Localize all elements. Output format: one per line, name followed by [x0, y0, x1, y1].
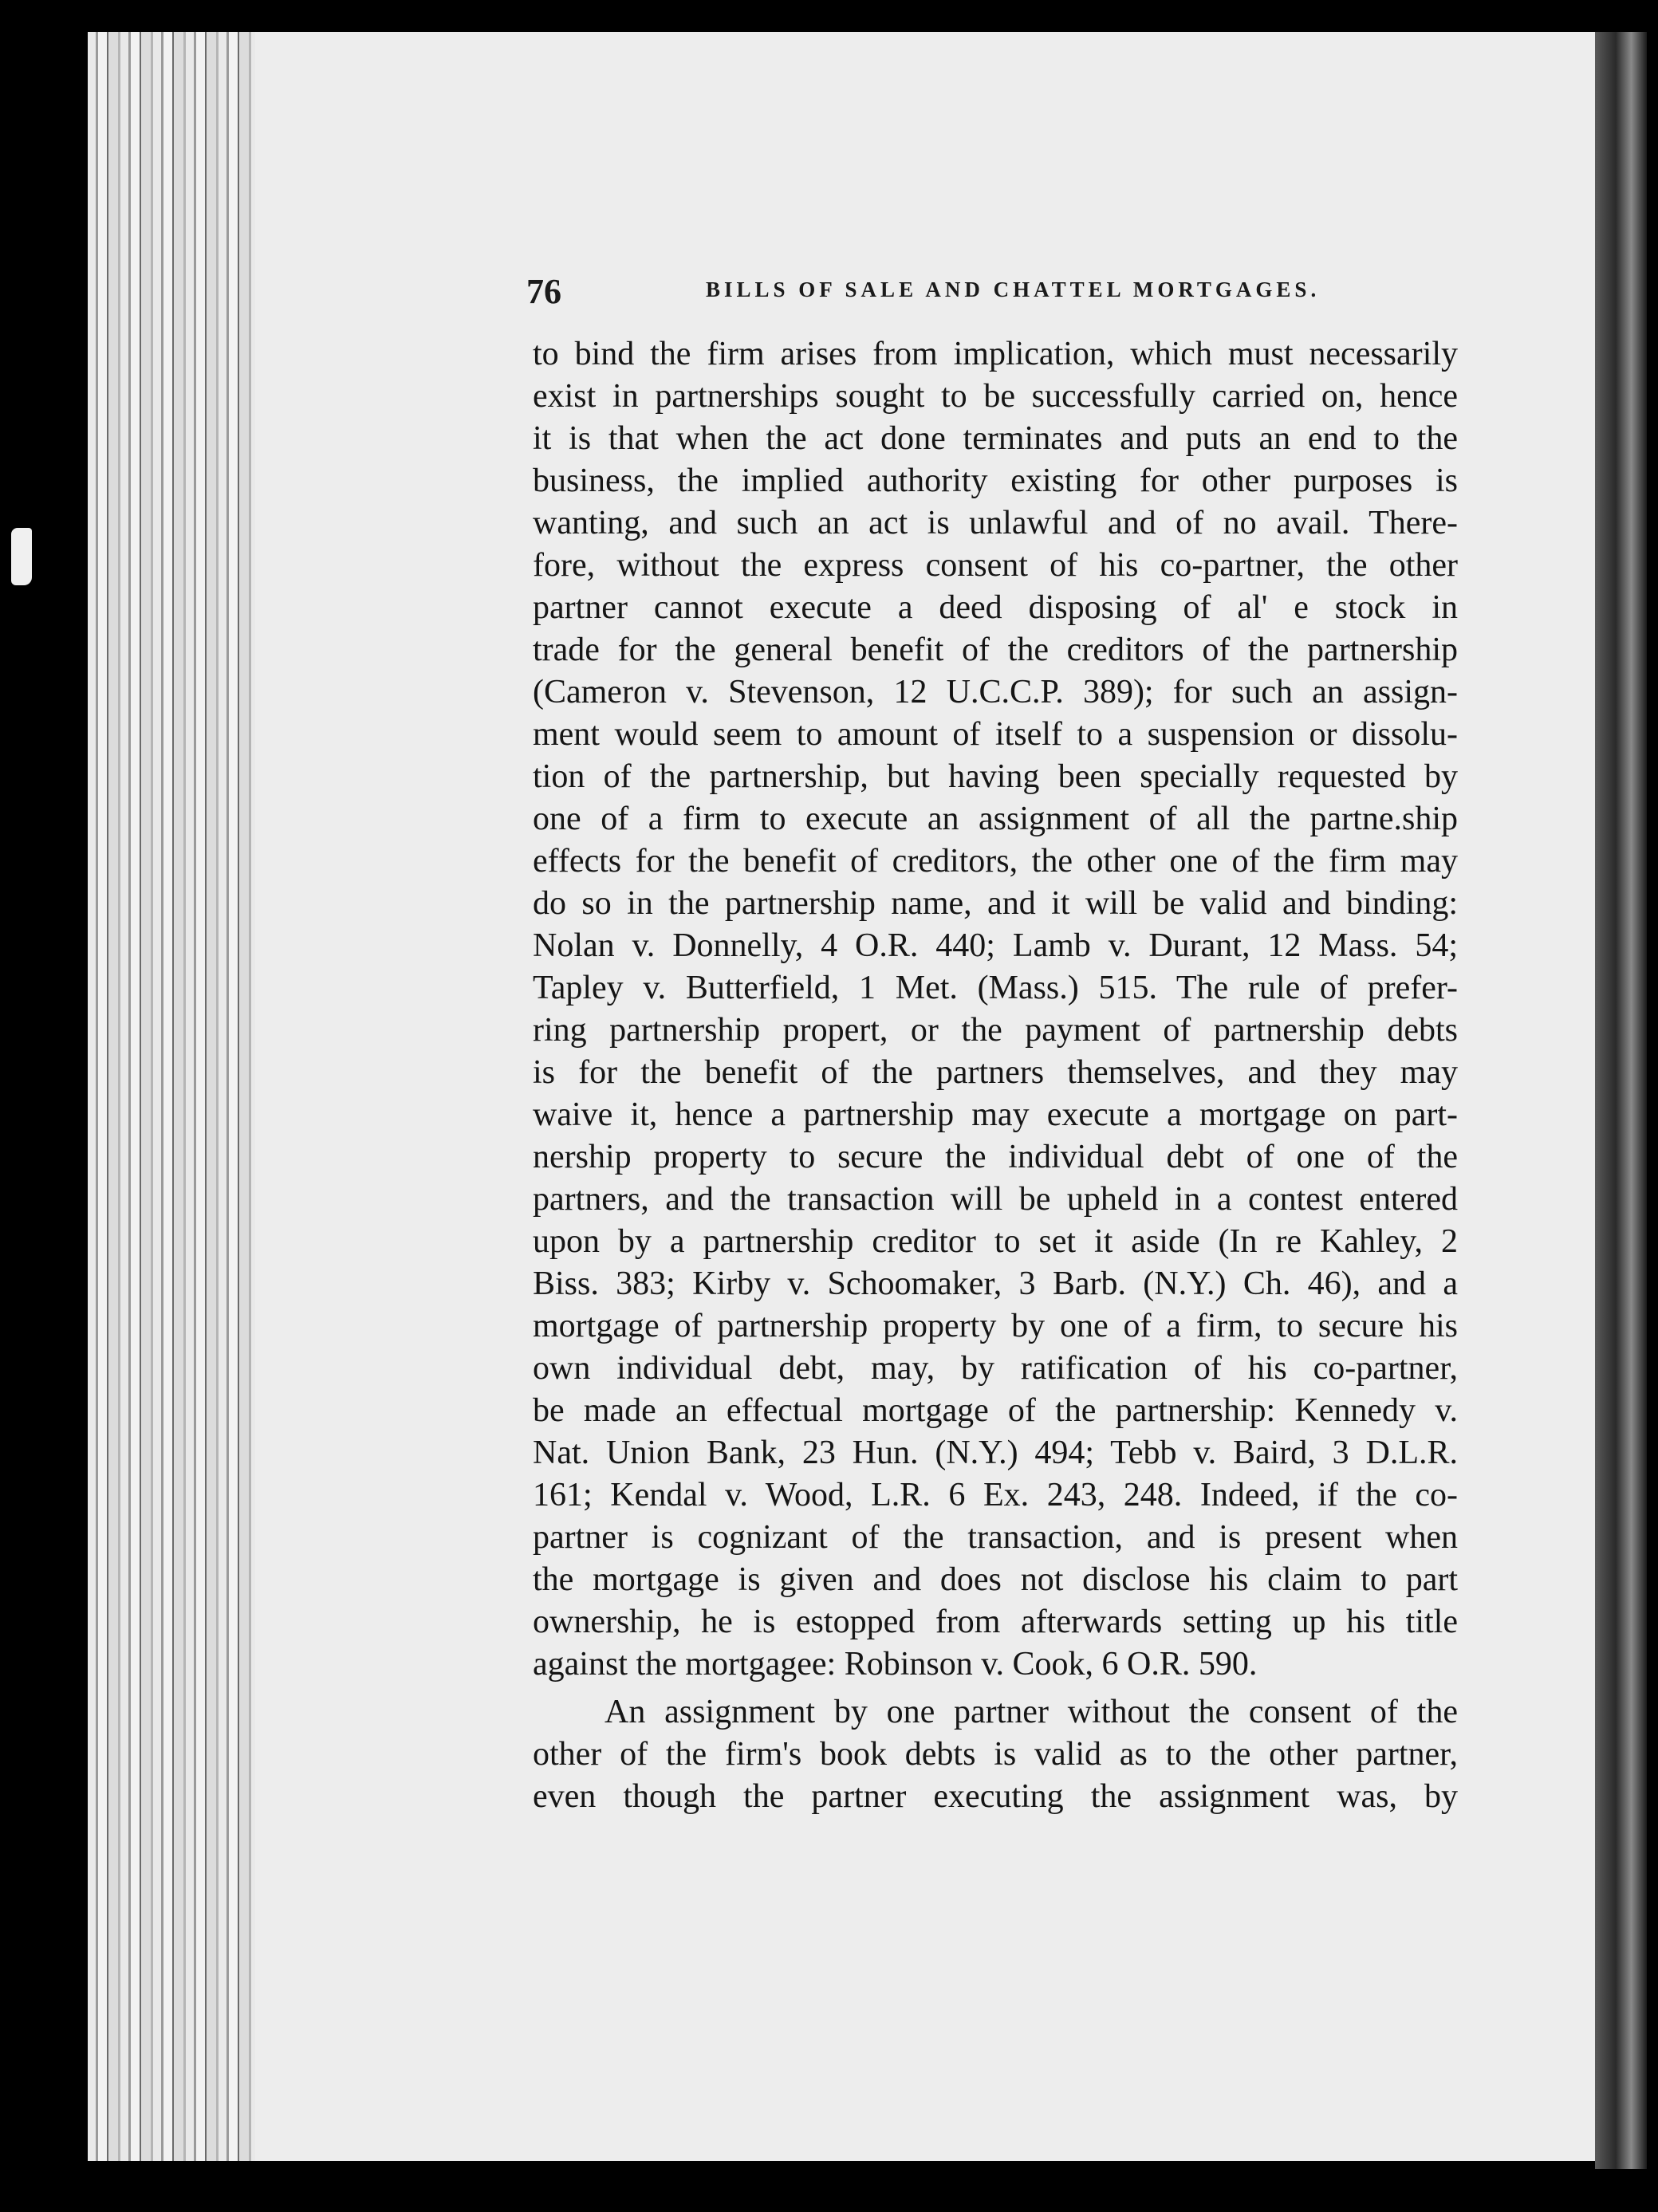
- text-line: trade for the general benefit of the creditors of the partnership: [533, 632, 1458, 668]
- text-line: An assignment by one partner without the consent of the: [605, 1694, 1458, 1730]
- text-line: do so in the partnership name, and it will be valid and binding:: [533, 885, 1458, 922]
- text-line: ring partnership propert, or the payment of partnership debts: [533, 1012, 1458, 1049]
- text-line: be made an effectual mortgage of the partnership: Kennedy v.: [533, 1392, 1458, 1429]
- text-line: tion of the partnership, but having been specially requested by: [533, 758, 1458, 795]
- binding-shadow: [1595, 32, 1647, 2169]
- text-line: partner is cognizant of the transaction, and is present when: [533, 1519, 1458, 1556]
- text-line: against the mortgagee: Robinson v. Cook, 6 O.R. 590.: [533, 1646, 1258, 1683]
- text-line: the mortgage is given and does not disclose his claim to part: [533, 1561, 1458, 1598]
- text-line: 161; Kendal v. Wood, L.R. 6 Ex. 243, 248. Indeed, if the co-: [533, 1477, 1458, 1513]
- text-line: even though the partner executing the assignment was, by: [533, 1778, 1458, 1815]
- text-line: ownership, he is estopped from afterwards setting up his title: [533, 1604, 1458, 1640]
- scan-mark: [11, 528, 32, 585]
- page-edges: [88, 32, 271, 2161]
- text-line: nership property to secure the individual debt of one of the: [533, 1139, 1458, 1175]
- text-line: Nolan v. Donnelly, 4 O.R. 440; Lamb v. Durant, 12 Mass. 54;: [533, 927, 1458, 964]
- running-head: BILLS OF SALE AND CHATTEL MORTGAGES.: [706, 277, 1321, 301]
- text-line: ment would seem to amount of itself to a suspension or dissolu-: [533, 716, 1458, 753]
- text-line: mortgage of partnership property by one of a firm, to secure his: [533, 1308, 1458, 1344]
- text-line: exist in partnerships sought to be successfully carried on, hence: [533, 378, 1458, 415]
- body-text: [533, 333, 1458, 1818]
- text-line: it is that when the act done terminates and puts an end to the: [533, 420, 1458, 457]
- text-line: wanting, and such an act is unlawful and of no avail. There-: [533, 505, 1458, 541]
- text-line: waive it, hence a partnership may execute a mortgage on part-: [533, 1096, 1458, 1133]
- text-line: partners, and the transaction will be upheld in a contest entered: [533, 1181, 1458, 1218]
- text-line: is for the benefit of the partners themselves, and they may: [533, 1054, 1458, 1091]
- text-line: fore, without the express consent of his co-partner, the other: [533, 547, 1458, 584]
- text-line: own individual debt, may, by ratification of his co-partner,: [533, 1350, 1458, 1387]
- text-line: Biss. 383; Kirby v. Schoomaker, 3 Barb. (N.Y.) Ch. 46), and a: [533, 1265, 1458, 1302]
- text-line: other of the firm's book debts is valid as to the other partner,: [533, 1736, 1458, 1773]
- text-line: (Cameron v. Stevenson, 12 U.C.C.P. 389); for such an assign-: [533, 674, 1458, 710]
- text-line: Nat. Union Bank, 23 Hun. (N.Y.) 494; Tebb v. Baird, 3 D.L.R.: [533, 1435, 1458, 1471]
- text-line: to bind the firm arises from implication, which must necessarily: [533, 336, 1458, 372]
- text-line: effects for the benefit of creditors, the other one of the firm may: [533, 843, 1458, 880]
- paragraph-1: [533, 333, 1458, 1686]
- text-line: partner cannot execute a deed disposing of al' e stock in: [533, 589, 1458, 626]
- paragraph-2: [533, 1691, 1458, 1818]
- paragraph-gap: [533, 1686, 1458, 1691]
- text-line: upon by a partnership creditor to set it aside (In re Kahley, 2: [533, 1223, 1458, 1260]
- page-number: 76: [526, 272, 561, 311]
- text-line: one of a firm to execute an assignment of all the partne.ship: [533, 801, 1458, 837]
- text-line: Tapley v. Butterfield, 1 Met. (Mass.) 515. The rule of prefer-: [533, 970, 1458, 1006]
- text-line: business, the implied authority existing for other purposes is: [533, 462, 1458, 499]
